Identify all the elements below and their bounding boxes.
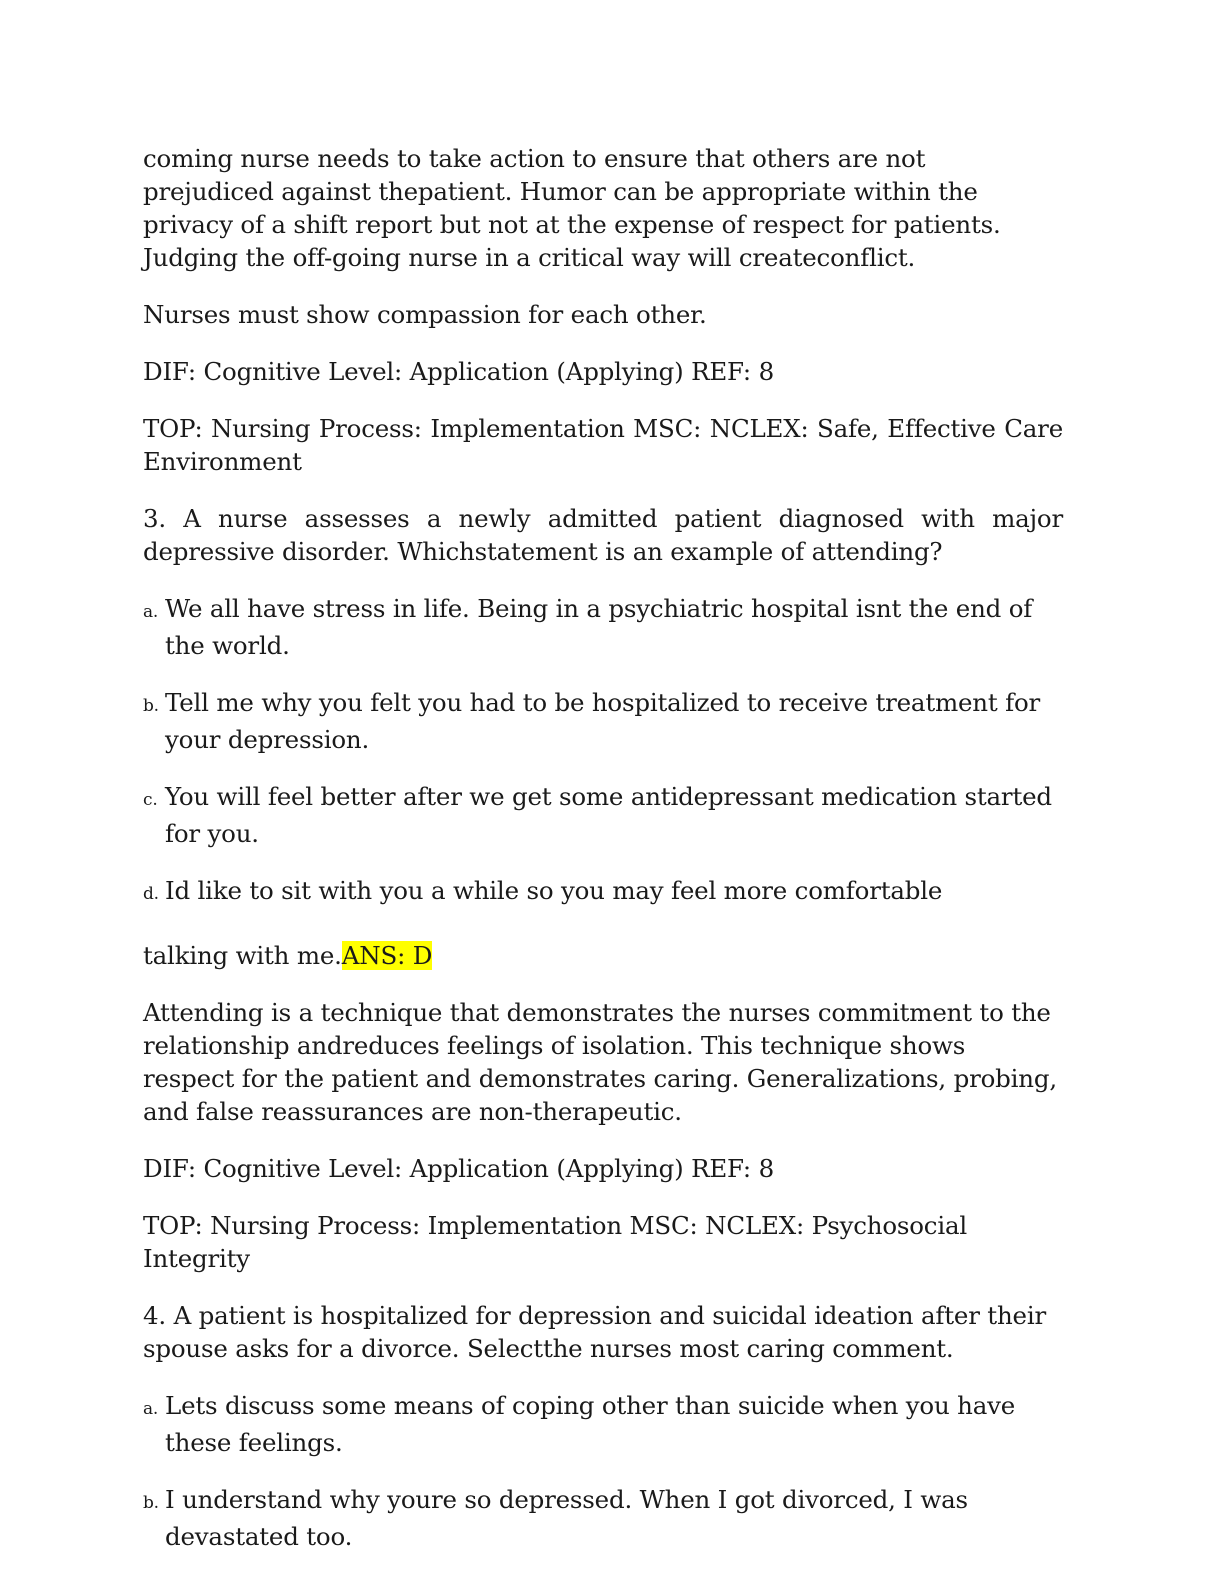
option-letter: a. <box>143 602 159 622</box>
q2-top-line: TOP: Nursing Process: Implementation MSC: NCLEX: Safe, Effective Care Environment <box>143 414 1063 476</box>
q4-stem: 4. A patient is hospitalized for depression and suicidal ideation after their spouse asks for a divorce. Selectthe nurses most caring comment. <box>143 1301 1046 1363</box>
option-letter: b. <box>143 1493 159 1513</box>
q3-option-a <box>143 592 1063 662</box>
option-letter: b. <box>143 696 159 716</box>
option-text: I understand why youre so depressed. When I got divorced, I was devastated too. <box>165 1485 968 1551</box>
option-text: You will feel better after we get some antidepressant medication started for you. <box>165 782 1052 848</box>
q3-rationale: Attending is a technique that demonstrates the nurses commitment to the relationship andreduces feelings of isolation. This technique shows respect for the patient and demonstrates caring. Generalizations, probing, and false reassurances are non-therapeutic. <box>143 998 1057 1126</box>
option-letter: c. <box>143 790 158 810</box>
q3-continuation-line <box>143 939 1063 972</box>
q4-option-a <box>143 1389 1063 1459</box>
q3-option-d <box>143 874 1063 911</box>
option-text: Id like to sit with you a while so you may feel more comfortable <box>165 876 943 905</box>
option-text: We all have stress in life. Being in a psychiatric hospital isnt the end of the world. <box>165 594 1033 660</box>
option-text: Lets discuss some means of coping other than suicide when you have these feelings. <box>165 1391 1016 1457</box>
continuation-text: talking with me. <box>143 941 342 970</box>
option-letter: d. <box>143 884 159 904</box>
document-page <box>143 142 1063 1577</box>
compassion-line: Nurses must show compassion for each other. <box>143 300 707 329</box>
q3-dif-line: DIF: Cognitive Level: Application (Applying) REF: 8 <box>143 1154 774 1183</box>
q3-option-b <box>143 686 1063 756</box>
q2-dif-line: DIF: Cognitive Level: Application (Applying) REF: 8 <box>143 357 774 386</box>
q3-top-line: TOP: Nursing Process: Implementation MSC: NCLEX: Psychosocial Integrity <box>143 1211 968 1273</box>
answer-highlight: ANS: D <box>341 941 433 970</box>
q3-stem: 3. A nurse assesses a newly admitted patient diagnosed with major depressive disorder. Whichstatement is an example of attending? <box>143 504 1063 566</box>
option-letter: a. <box>143 1399 159 1419</box>
intro-paragraph: coming nurse needs to take action to ensure that others are not prejudiced against thepatient. Humor can be appropriate within the privacy of a shift report but not at the expense of respect for patients. Judging the off-going nurse in a critical way will createconflict. <box>143 144 1001 272</box>
q4-option-b <box>143 1483 1063 1553</box>
q3-option-c <box>143 780 1063 850</box>
option-text: Tell me why you felt you had to be hospitalized to receive treatment for your depression. <box>165 688 1041 754</box>
